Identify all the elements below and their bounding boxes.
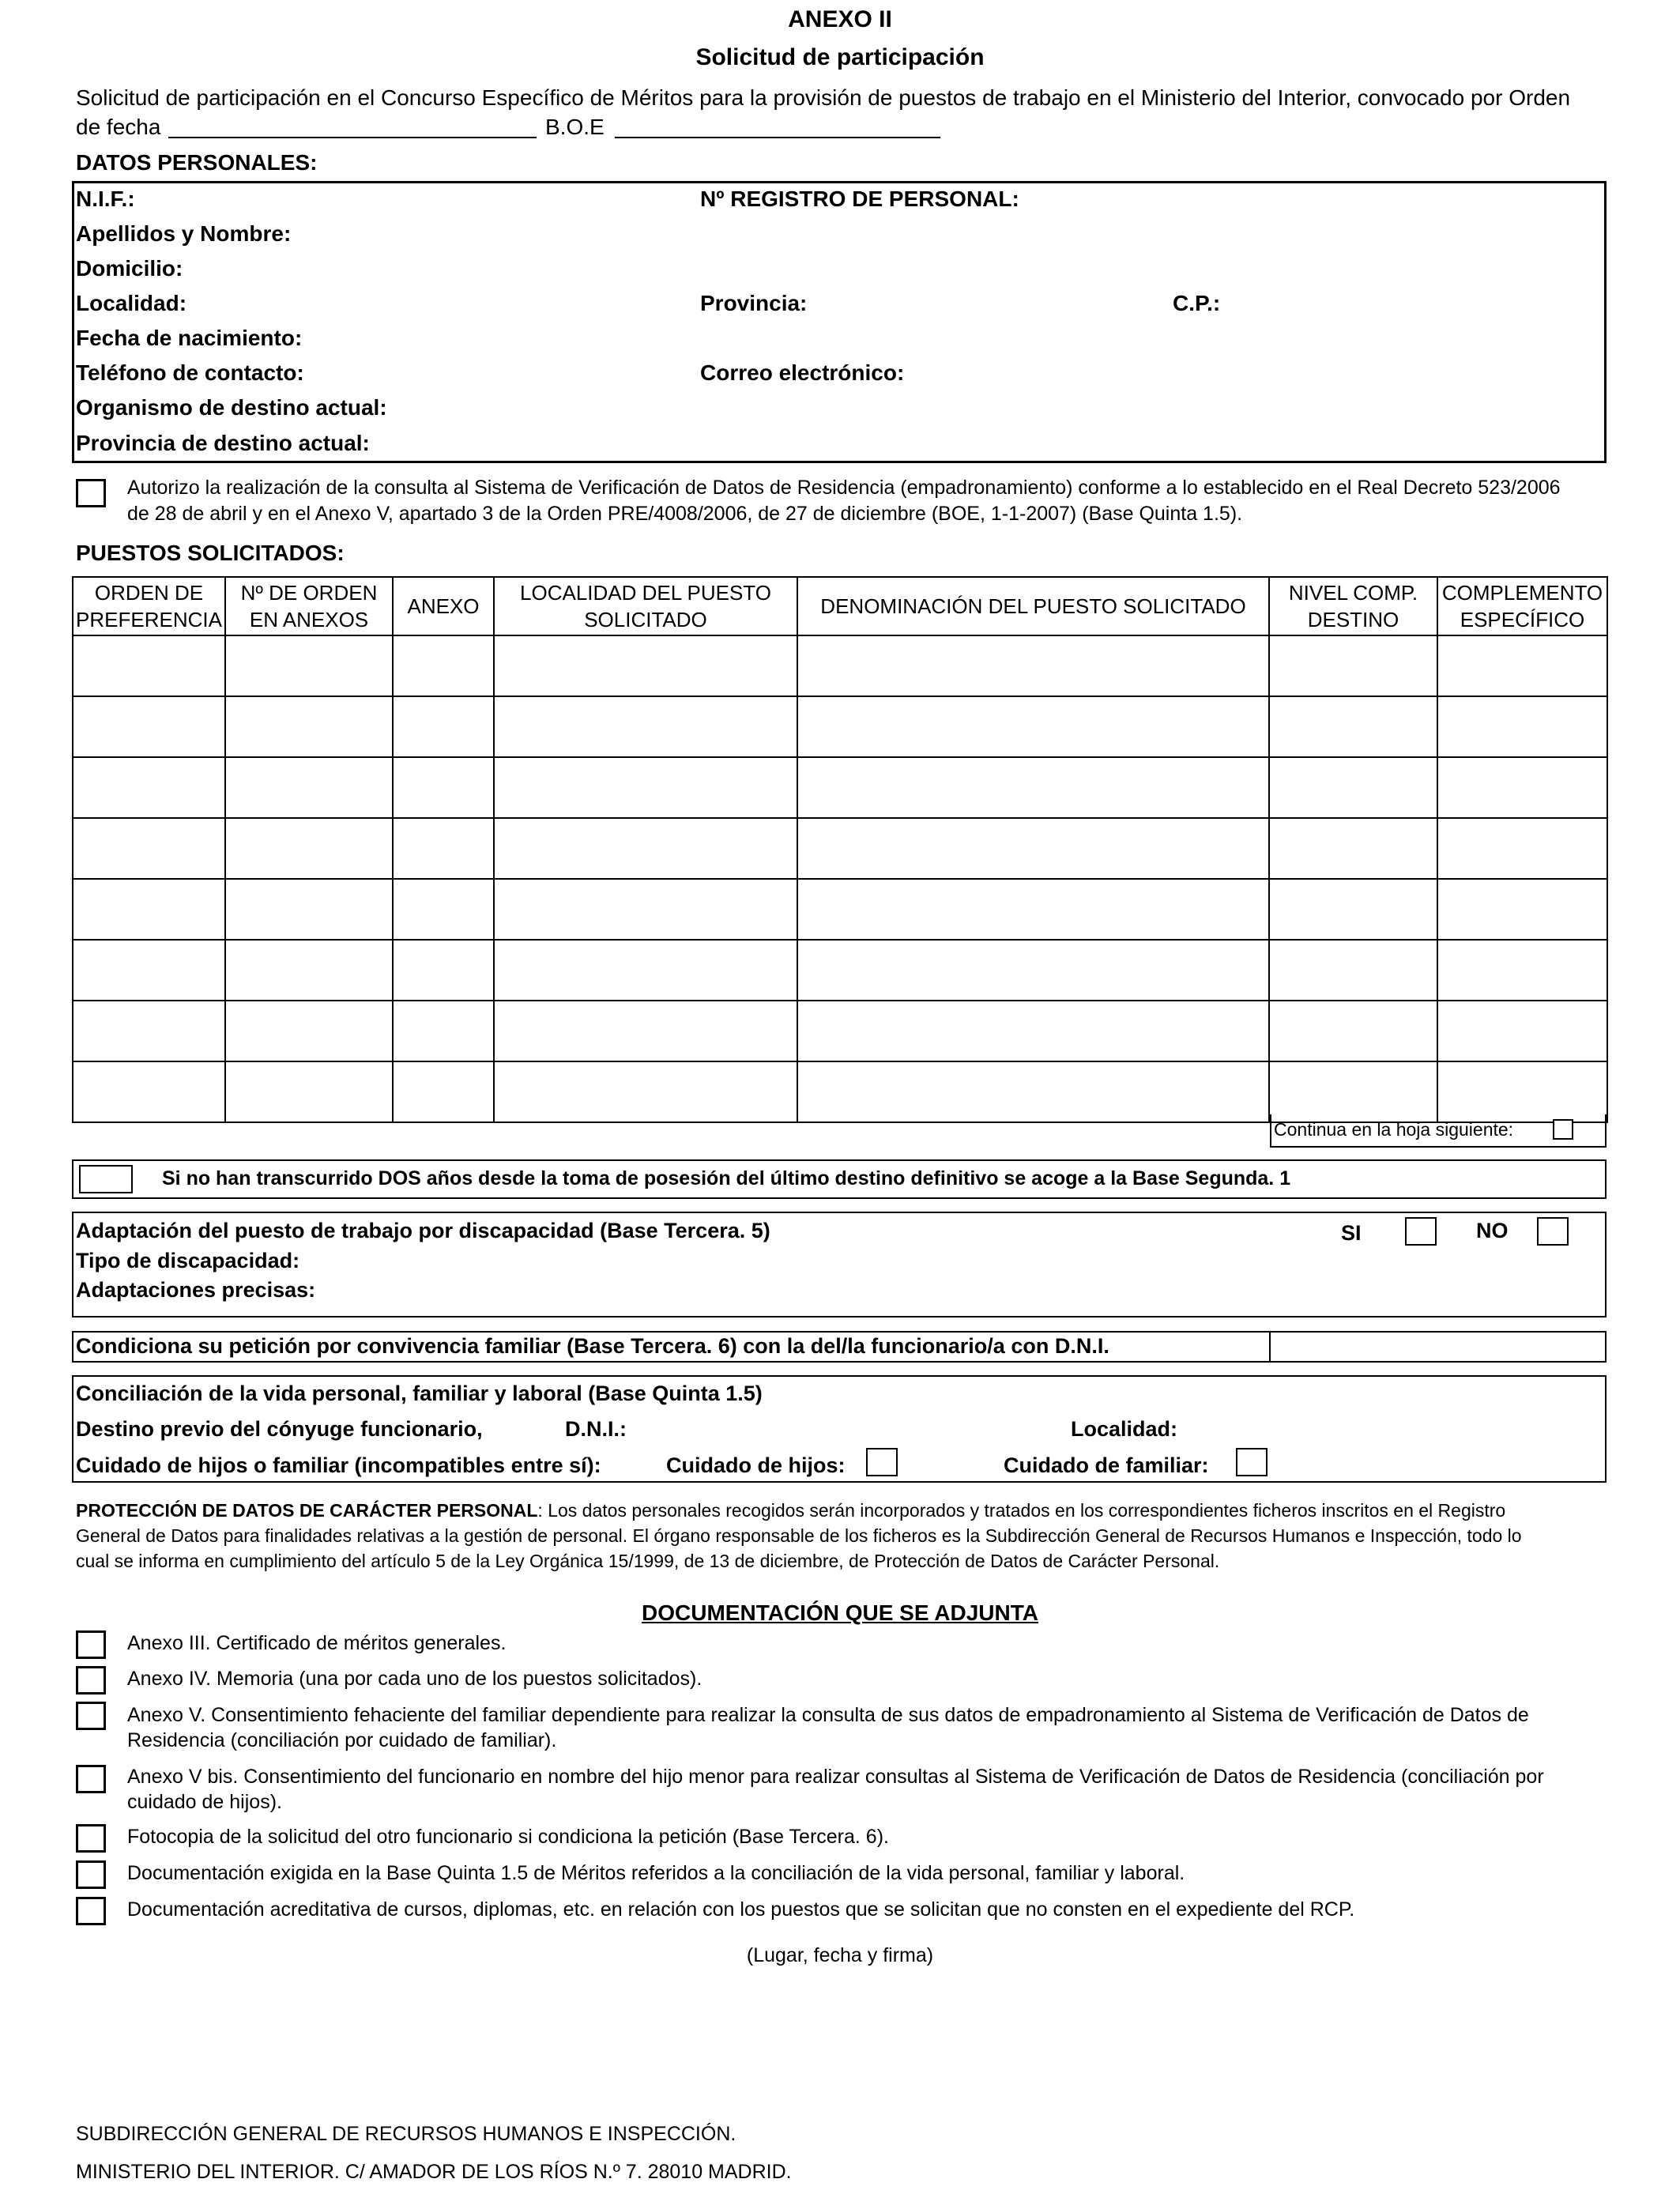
intro-date-label: de fecha <box>76 115 161 139</box>
table-cell[interactable] <box>393 1001 494 1061</box>
doc-item-5: Fotocopia de la solicitud del otro funcionario si condiciona la petición (Base Tercera. 6). <box>127 1826 889 1848</box>
provincia-destino-label: Provincia de destino actual: <box>76 431 370 455</box>
boe-field[interactable] <box>615 137 940 138</box>
col-denominacion: DENOMINACIÓN DEL PUESTO SOLICITADO <box>797 577 1269 635</box>
table-cell[interactable] <box>225 757 393 818</box>
table-cell[interactable] <box>225 635 393 696</box>
table-cell[interactable] <box>73 879 225 940</box>
table-cell[interactable] <box>797 757 1269 818</box>
doc-checkbox-7[interactable] <box>76 1897 106 1925</box>
table-cell[interactable] <box>73 757 225 818</box>
table-cell[interactable] <box>494 940 797 1001</box>
authorization-line-2: de 28 de abril y en el Anexo V, apartado 3 de la Orden PRE/4008/2006, de 27 de diciembre (BOE, 1-1-2007) (Base Quinta 1.5). <box>127 503 1243 525</box>
table-cell[interactable] <box>1437 879 1607 940</box>
privacy-line-3: cual se informa en cumplimiento del artículo 5 de la Ley Orgánica 15/1999, de 13 de diciembre, de Protección de Datos de Carácter Personal. <box>76 1551 1220 1571</box>
doc-item-7: Documentación acreditativa de cursos, diplomas, etc. en relación con los puestos que se solicitan que no consten en el expediente del RCP. <box>127 1898 1355 1921</box>
authorization-checkbox[interactable] <box>76 479 106 507</box>
table-cell[interactable] <box>1269 696 1437 757</box>
boe-label: B.O.E <box>545 115 605 139</box>
nacimiento-label: Fecha de nacimiento: <box>76 326 303 350</box>
table-cell[interactable] <box>73 1001 225 1061</box>
doc-checkbox-1[interactable] <box>76 1630 106 1659</box>
col-orden: ORDEN DE PREFERENCIA <box>73 577 225 635</box>
localidad-label: Localidad: <box>76 291 187 315</box>
personal-data-box <box>72 181 1607 463</box>
family-text: Condiciona su petición por convivencia familiar (Base Tercera. 6) con la del/la funcionario/a con D.N.I. <box>76 1334 1109 1358</box>
table-cell[interactable] <box>1269 879 1437 940</box>
col-anexo: ANEXO <box>393 577 494 635</box>
table-cell[interactable] <box>494 1061 797 1122</box>
authorization-line-1: Autorizo la realización de la consulta al Sistema de Verificación de Datos de Residencia (empadronamiento) conforme a lo establecido en el Real Decreto 523/2006 <box>127 477 1561 499</box>
privacy-label: PROTECCIÓN DE DATOS DE CARÁCTER PERSONAL <box>76 1500 538 1521</box>
col-localidad: LOCALIDAD DEL PUESTO SOLICITADO <box>494 577 797 635</box>
table-cell[interactable] <box>494 757 797 818</box>
disability-title: Adaptación del puesto de trabajo por discapacidad (Base Tercera. 5) <box>76 1219 770 1242</box>
personal-section-title: DATOS PERSONALES: <box>76 150 318 175</box>
cuidado-hijos-checkbox[interactable] <box>866 1448 898 1476</box>
table-cell[interactable] <box>1437 757 1607 818</box>
table-row <box>73 1001 1607 1061</box>
table-cell[interactable] <box>1269 1001 1437 1061</box>
doc-checkbox-6[interactable] <box>76 1860 106 1889</box>
positions-section-title: PUESTOS SOLICITADOS: <box>76 541 345 565</box>
table-cell[interactable] <box>73 635 225 696</box>
doc-checkbox-2[interactable] <box>76 1666 106 1695</box>
table-cell[interactable] <box>225 1001 393 1061</box>
telefono-label: Teléfono de contacto: <box>76 360 304 385</box>
table-cell[interactable] <box>797 940 1269 1001</box>
domicilio-label: Domicilio: <box>76 256 183 281</box>
table-row <box>73 940 1607 1001</box>
table-cell[interactable] <box>494 879 797 940</box>
provincia-label: Provincia: <box>700 291 808 315</box>
table-cell[interactable] <box>1269 635 1437 696</box>
doc-item-4: Anexo V bis. Consentimiento del funcionario en nombre del hijo menor para realizar consultas al Sistema de Verificación de Datos de Residencia (conciliación por <box>127 1766 1544 1788</box>
privacy-text-1: : Los datos personales recogidos serán incorporados y tratados en los correspondientes ficheros inscritos en el Registro <box>537 1500 1506 1521</box>
doc-item-6: Documentación exigida en la Base Quinta 1.5 de Méritos referidos a la conciliación de la vida personal, familiar y laboral. <box>127 1862 1185 1884</box>
table-row <box>73 879 1607 940</box>
table-cell[interactable] <box>1269 1061 1437 1122</box>
table-cell[interactable] <box>1437 1061 1607 1122</box>
table-cell[interactable] <box>1437 940 1607 1001</box>
table-cell[interactable] <box>393 1061 494 1122</box>
col-complemento: COMPLEMENTO ESPECÍFICO <box>1437 577 1607 635</box>
table-cell[interactable] <box>73 818 225 879</box>
table-cell[interactable] <box>797 879 1269 940</box>
table-cell[interactable] <box>1437 1001 1607 1061</box>
continue-checkbox[interactable] <box>1553 1119 1573 1140</box>
table-cell[interactable] <box>1269 818 1437 879</box>
cuidado-familiar-checkbox[interactable] <box>1236 1448 1268 1476</box>
family-divider <box>1269 1331 1271 1363</box>
doc-item-1: Anexo III. Certificado de méritos generales. <box>127 1632 507 1654</box>
apellidos-label: Apellidos y Nombre: <box>76 221 292 246</box>
table-cell[interactable] <box>494 635 797 696</box>
disability-si-label: SI <box>1341 1221 1362 1245</box>
col-num-orden: Nº DE ORDEN EN ANEXOS <box>225 577 393 635</box>
destino-conyuge-label: Destino previo del cónyuge funcionario, <box>76 1417 483 1441</box>
table-cell[interactable] <box>225 696 393 757</box>
table-cell[interactable] <box>797 1001 1269 1061</box>
conciliation-title: Conciliación de la vida personal, familiar y laboral (Base Quinta 1.5) <box>76 1382 763 1405</box>
table-cell[interactable] <box>73 1061 225 1122</box>
table-row <box>73 757 1607 818</box>
doc-item-2: Anexo IV. Memoria (una por cada uno de los puestos solicitados). <box>127 1668 703 1690</box>
disability-si-checkbox[interactable] <box>1405 1217 1437 1246</box>
table-cell[interactable] <box>393 635 494 696</box>
registro-label: Nº REGISTRO DE PERSONAL: <box>700 187 1019 211</box>
table-cell[interactable] <box>225 940 393 1001</box>
two-years-text: Si no han transcurrido DOS años desde la toma de posesión del último destino definitivo se acoge a la Base Segunda. 1 <box>162 1167 1291 1189</box>
two-years-checkbox[interactable] <box>79 1165 133 1193</box>
table-cell[interactable] <box>225 818 393 879</box>
doc-item-4-cont: cuidado de hijos). <box>127 1791 282 1813</box>
table-cell[interactable] <box>225 1061 393 1122</box>
doc-checkbox-3[interactable] <box>76 1702 106 1730</box>
correo-label: Correo electrónico: <box>700 360 905 385</box>
cuidado-label: Cuidado de hijos o familiar (incompatibles entre sí): <box>76 1453 601 1477</box>
doc-checkbox-5[interactable] <box>76 1824 106 1853</box>
family-dni-field[interactable] <box>1271 1333 1605 1361</box>
table-cell[interactable] <box>73 696 225 757</box>
documentation-title: DOCUMENTACIÓN QUE SE ADJUNTA <box>642 1600 1038 1625</box>
table-cell[interactable] <box>797 1061 1269 1122</box>
table-cell[interactable] <box>393 757 494 818</box>
date-field[interactable] <box>168 137 537 138</box>
table-cell[interactable] <box>797 635 1269 696</box>
table-cell[interactable] <box>393 696 494 757</box>
signature-label: (Lugar, fecha y firma) <box>746 1944 934 1966</box>
table-cell[interactable] <box>1437 696 1607 757</box>
table-cell[interactable] <box>1269 940 1437 1001</box>
footer-line-1: SUBDIRECCIÓN GENERAL DE RECURSOS HUMANOS E INSPECCIÓN. <box>76 2123 736 2145</box>
table-row <box>73 818 1607 879</box>
doc-item-3: Anexo V. Consentimiento fehaciente del familiar dependiente para realizar la consulta de sus datos de empadronamiento al Sistema de Verificación de Datos de <box>127 1704 1529 1726</box>
table-row <box>73 696 1607 757</box>
tipo-discapacidad-label: Tipo de discapacidad: <box>76 1249 300 1272</box>
positions-header-row <box>73 577 1607 635</box>
privacy-line-1 <box>76 1500 1603 1521</box>
annex-title: ANEXO II <box>788 6 892 32</box>
nif-label: N.I.F.: <box>76 187 135 211</box>
doc-checkbox-4[interactable] <box>76 1765 106 1793</box>
cuidado-familiar-label: Cuidado de familiar: <box>1004 1453 1209 1477</box>
organismo-label: Organismo de destino actual: <box>76 395 387 420</box>
adaptaciones-label: Adaptaciones precisas: <box>76 1278 316 1302</box>
table-cell[interactable] <box>797 696 1269 757</box>
footer-line-2: MINISTERIO DEL INTERIOR. C/ AMADOR DE LOS RÍOS N.º 7. 28010 MADRID. <box>76 2161 792 2183</box>
table-cell[interactable] <box>797 818 1269 879</box>
conyuge-localidad-label: Localidad: <box>1071 1417 1178 1441</box>
page-title: Solicitud de participación <box>695 44 985 70</box>
table-cell[interactable] <box>393 879 494 940</box>
table-cell[interactable] <box>393 818 494 879</box>
table-cell[interactable] <box>1437 635 1607 696</box>
table-cell[interactable] <box>393 940 494 1001</box>
disability-no-label: NO <box>1476 1219 1509 1242</box>
cp-label: C.P.: <box>1173 291 1221 315</box>
table-cell[interactable] <box>494 818 797 879</box>
cuidado-hijos-label: Cuidado de hijos: <box>666 1453 846 1477</box>
table-cell[interactable] <box>73 940 225 1001</box>
privacy-line-2: General de Datos para finalidades relativas a la gestión de personal. El órgano responsable de los ficheros es la Subdirección General de Recursos Humanos e Inspección, todo lo <box>76 1525 1522 1546</box>
table-cell[interactable] <box>494 696 797 757</box>
table-row <box>73 1061 1607 1122</box>
col-nivel: NIVEL COMP. DESTINO <box>1269 577 1437 635</box>
table-cell[interactable] <box>225 879 393 940</box>
table-cell[interactable] <box>1437 818 1607 879</box>
positions-table <box>72 576 1608 1123</box>
continue-label: Continua en la hoja siguiente: <box>1274 1119 1514 1140</box>
table-cell[interactable] <box>1269 757 1437 818</box>
doc-item-3-cont: Residencia (conciliación por cuidado de familiar). <box>127 1729 557 1751</box>
intro-line-1: Solicitud de participación en el Concurso Específico de Méritos para la provisión de puestos de trabajo en el Ministerio del Interior, convocado por Orden <box>76 85 1571 110</box>
disability-no-checkbox[interactable] <box>1537 1217 1569 1246</box>
table-row <box>73 635 1607 696</box>
table-cell[interactable] <box>494 1001 797 1061</box>
conyuge-dni-label: D.N.I.: <box>565 1417 627 1441</box>
